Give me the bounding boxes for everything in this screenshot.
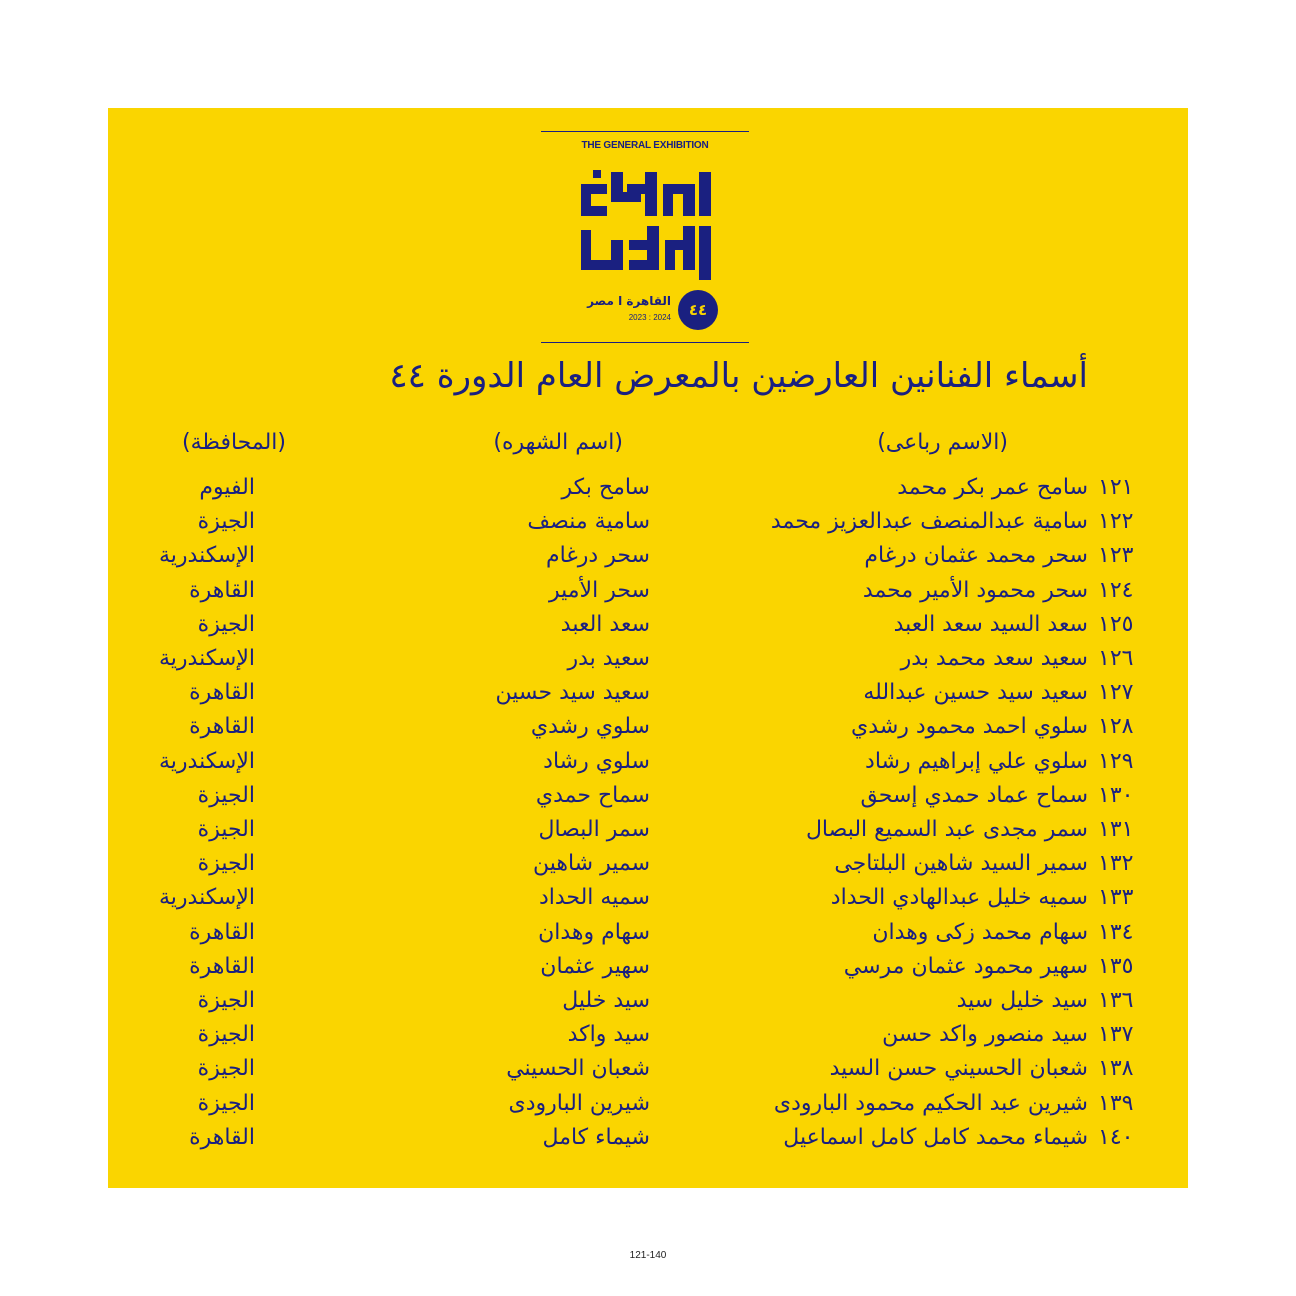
fame-name-cell: سماح حمدي <box>535 782 650 808</box>
row-number: ١٢٤ <box>1098 577 1134 603</box>
table-row <box>108 747 1188 781</box>
full-name-cell: سحر محمود الأمير محمد <box>862 577 1088 603</box>
table-row <box>108 1020 1188 1054</box>
governorate-cell: الجيزة <box>197 988 255 1013</box>
governorate-cell: القاهرة <box>189 1124 255 1150</box>
row-number: ١٢٦ <box>1098 646 1134 671</box>
full-name-cell: سامية عبدالمنصف عبدالعزيز محمد <box>770 509 1088 535</box>
table-row <box>108 1054 1188 1088</box>
governorate-cell: القاهرة <box>189 680 255 706</box>
table-row <box>108 507 1188 541</box>
table-row <box>108 712 1188 746</box>
row-number: ١٣٣ <box>1098 885 1134 911</box>
table-row <box>108 473 1188 507</box>
fame-name-cell: سعيد سيد حسين <box>495 680 650 706</box>
row-number: ١٣٧ <box>1098 1022 1134 1048</box>
table-row <box>108 576 1188 610</box>
fame-name-cell: سلوي رشدي <box>530 714 650 740</box>
fame-name-cell: سمر البصال <box>538 817 650 842</box>
governorate-cell: الجيزة <box>197 611 255 637</box>
row-number: ١٢٧ <box>1098 680 1134 706</box>
full-name-cell: سماح عماد حمدي إسحق <box>860 782 1088 808</box>
governorate-cell: القاهرة <box>189 577 255 603</box>
governorate-cell: الإسكندرية <box>159 543 255 569</box>
page-range: 121-140 <box>629 1250 667 1261</box>
governorate-cell: الجيزة <box>197 509 255 535</box>
edition-badge: ٤٤ <box>678 290 718 330</box>
full-name-cell: سهام محمد زكى وهدان <box>872 919 1088 945</box>
row-number: ١٢٨ <box>1098 714 1134 740</box>
row-number: ١٣٩ <box>1098 1090 1134 1116</box>
full-name-cell: سلوي علي إبراهيم رشاد <box>865 748 1088 774</box>
governorate-cell: الجيزة <box>197 1056 255 1082</box>
row-number: ١٣٠ <box>1098 782 1134 808</box>
governorate-cell: الجيزة <box>197 782 255 808</box>
full-name-cell: سمير السيد شاهين البلتاجى <box>834 851 1088 877</box>
full-name-cell: شعبان الحسيني حسن السيد <box>829 1056 1088 1082</box>
exhibition-logo <box>541 130 749 343</box>
row-number: ١٢١ <box>1098 475 1134 500</box>
row-number: ١٤٠ <box>1098 1124 1134 1150</box>
full-name-cell: سميه خليل عبدالهادي الحداد <box>830 885 1088 911</box>
full-name-cell: سيد منصور واكد حسن <box>882 1022 1088 1048</box>
governorate-cell: الجيزة <box>197 1090 255 1116</box>
logo-top-rule <box>541 131 749 132</box>
table-row <box>108 986 1188 1020</box>
full-name-cell: سامح عمر بكر محمد <box>897 475 1088 500</box>
table-row <box>108 918 1188 952</box>
fame-name-cell: شيرين البارودى <box>508 1090 650 1116</box>
fame-name-cell: سيد واكد <box>567 1022 650 1048</box>
governorate-cell: الإسكندرية <box>159 646 255 671</box>
row-number: ١٣٨ <box>1098 1056 1134 1082</box>
governorate-cell: القاهرة <box>189 919 255 945</box>
row-number: ١٢٥ <box>1098 611 1134 637</box>
full-name-cell: سيد خليل سيد <box>956 988 1088 1013</box>
full-name-cell: سمر مجدى عبد السميع البصال <box>805 817 1088 842</box>
fame-name-cell: سعد العبد <box>560 611 650 637</box>
fame-name-cell: سهام وهدان <box>538 919 650 945</box>
full-name-cell: سهير محمود عثمان مرسي <box>843 953 1088 979</box>
row-number: ١٣١ <box>1098 817 1134 842</box>
yellow-panel <box>108 108 1188 1188</box>
full-name-cell: سحر محمد عثمان درغام <box>864 543 1088 569</box>
fame-name-cell: سحر درغام <box>545 543 650 569</box>
governorate-cell: الإسكندرية <box>159 885 255 911</box>
header-full-name: (الاسم رباعى) <box>877 430 1008 455</box>
full-name-cell: سلوي احمد محمود رشدي <box>851 714 1088 740</box>
fame-name-cell: سامح بكر <box>561 475 650 500</box>
fame-name-cell: شيماء كامل <box>542 1124 650 1150</box>
table-row <box>108 541 1188 575</box>
fame-name-cell: سميه الحداد <box>538 885 650 911</box>
row-number: ١٣٢ <box>1098 851 1134 877</box>
fame-name-cell: سامية منصف <box>527 509 650 535</box>
fame-name-cell: شعبان الحسيني <box>506 1056 650 1082</box>
fame-name-cell: سيد خليل <box>562 988 650 1013</box>
table-row <box>108 781 1188 815</box>
row-number: ١٢٢ <box>1098 509 1134 535</box>
header-fame-name: (اسم الشهره) <box>493 430 623 455</box>
table-row <box>108 952 1188 986</box>
governorate-cell: الفيوم <box>199 475 255 500</box>
full-name-cell: سعد السيد سعد العبد <box>893 611 1088 637</box>
row-number: ١٣٦ <box>1098 988 1134 1013</box>
full-name-cell: سعيد سعد محمد بدر <box>900 646 1088 671</box>
governorate-cell: الجيزة <box>197 817 255 842</box>
table-row <box>108 815 1188 849</box>
governorate-cell: القاهرة <box>189 714 255 740</box>
logo-years: 2023 : 2024 <box>628 313 671 322</box>
fame-name-cell: سحر الأمير <box>549 577 650 603</box>
logo-english-title: THE GENERAL EXHIBITION <box>581 140 709 151</box>
governorate-cell: الجيزة <box>197 851 255 877</box>
fame-name-cell: سعيد بدر <box>567 646 650 671</box>
governorate-cell: الجيزة <box>197 1022 255 1048</box>
page-title: أسماء الفنانين العارضين بالمعرض العام الدورة ٤٤ <box>389 356 1088 396</box>
table-row <box>108 849 1188 883</box>
logo-arabic-calligraphy <box>571 170 721 285</box>
row-number: ١٣٥ <box>1098 953 1134 979</box>
table-row <box>108 883 1188 917</box>
full-name-cell: شيرين عبد الحكيم محمود البارودى <box>773 1090 1088 1116</box>
logo-bottom-rule <box>541 342 749 343</box>
row-number: ١٣٤ <box>1098 919 1134 945</box>
table-row <box>108 610 1188 644</box>
header-governorate: (المحافظة) <box>182 430 286 455</box>
full-name-cell: سعيد سيد حسين عبدالله <box>863 680 1088 706</box>
table-row <box>108 1123 1188 1157</box>
row-number: ١٢٣ <box>1098 543 1134 569</box>
table-row <box>108 678 1188 712</box>
logo-city: القاهرة ا مصر <box>587 294 671 308</box>
governorate-cell: الإسكندرية <box>159 748 255 774</box>
full-name-cell: شيماء محمد كامل كامل اسماعيل <box>783 1124 1088 1150</box>
fame-name-cell: سلوي رشاد <box>543 748 650 774</box>
table-row <box>108 644 1188 678</box>
table-row <box>108 1089 1188 1123</box>
fame-name-cell: سهير عثمان <box>540 953 650 979</box>
governorate-cell: القاهرة <box>189 953 255 979</box>
row-number: ١٢٩ <box>1098 748 1134 774</box>
fame-name-cell: سمير شاهين <box>532 851 650 877</box>
